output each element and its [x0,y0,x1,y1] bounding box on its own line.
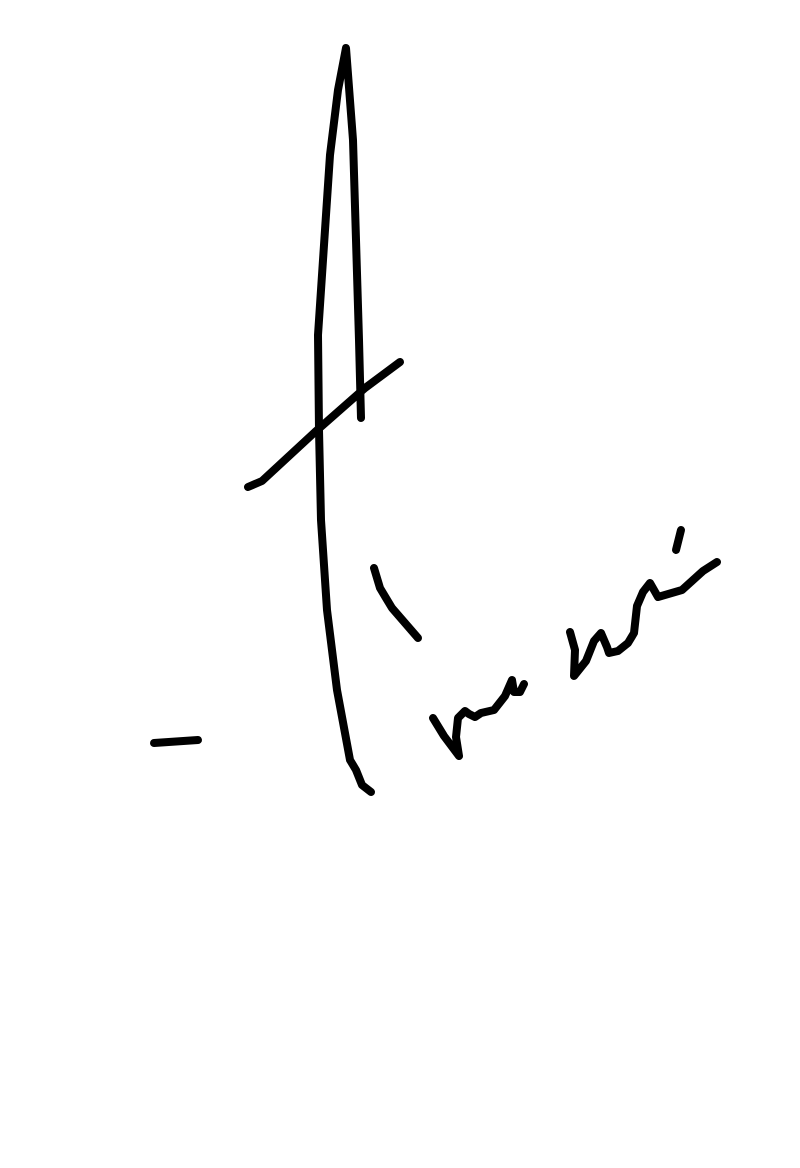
short-dash-stroke [154,740,198,743]
diagonal-crossbar-stroke [248,362,400,487]
small-curve-stroke [374,568,418,638]
accent-mark-stroke [676,530,681,550]
handwritten-scribble-stroke [433,562,717,756]
